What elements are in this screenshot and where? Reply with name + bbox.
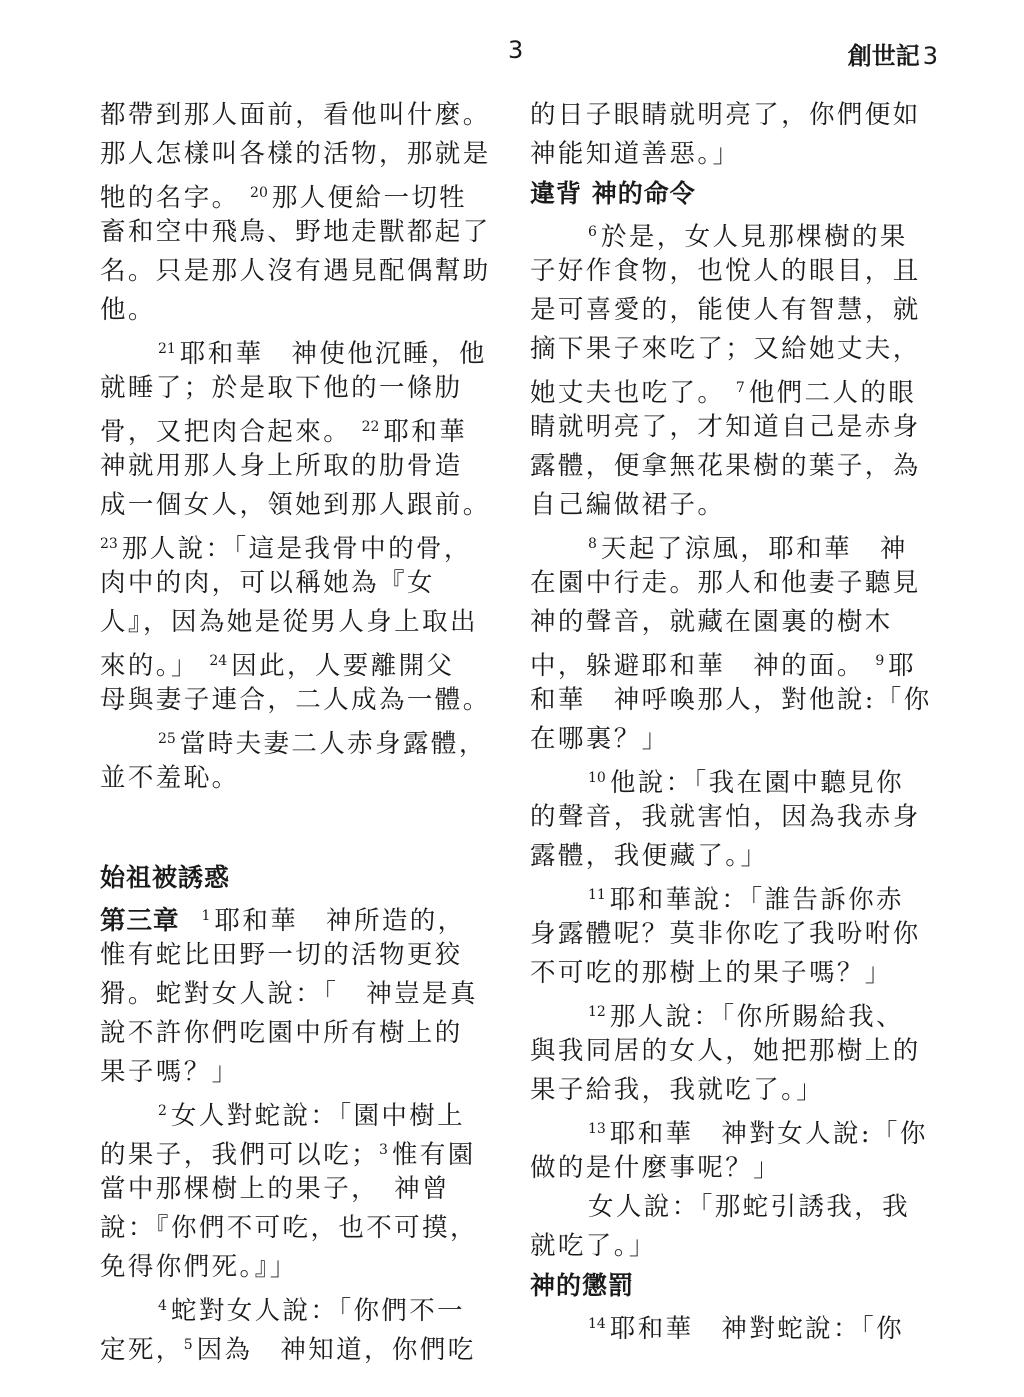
- verse-number: 10: [588, 770, 606, 786]
- verse-number: 25: [158, 731, 176, 747]
- verse-number: 4: [158, 1298, 167, 1314]
- section-heading: 違背 神的命令: [530, 179, 696, 208]
- text-line: 那人怎樣叫各樣的活物，那就是: [100, 139, 491, 169]
- verse-number: 22: [361, 419, 380, 435]
- verse-number: 12: [588, 1004, 606, 1020]
- text-line: 惟有蛇比田野一切的活物更狡: [100, 940, 463, 970]
- text-line: 成一個女人，領她到那人跟前。: [100, 490, 491, 520]
- verse-number: 7: [735, 380, 745, 396]
- text-line: 免得你們死。』」: [100, 1252, 298, 1282]
- text-line: $^{25}$ 當時夫妻二人赤身露體，: [158, 729, 487, 759]
- verse-number: 6: [588, 224, 597, 240]
- text-line: 牠的名字。 $^{20}$ 那人便給一切牲: [100, 183, 468, 213]
- section-heading: 始祖被誘惑: [100, 863, 231, 892]
- text-line: 中，躲避耶和華 神的面。 $^9$ 耶: [530, 651, 917, 681]
- left-column: [100, 96, 506, 1365]
- text-line: 來的。」 $^{24}$ 因此，人要離開父: [100, 651, 455, 681]
- text-line: $^{11}$ 耶和華說：「誰告訴你赤: [588, 885, 904, 915]
- text-line: 的果子，我們可以吃；$^3$ 惟有園: [100, 1140, 476, 1170]
- verse-number: 20: [250, 185, 268, 201]
- verse-number: 13: [588, 1121, 606, 1137]
- text-line: 的聲音，我就害怕，因為我赤身: [530, 802, 921, 832]
- verse-number: 11: [588, 887, 606, 903]
- text-line: $^{12}$ 那人說：「你所賜給我、: [588, 1002, 904, 1032]
- text-line: $^{21}$ 耶和華 神使他沉睡，他: [158, 339, 487, 369]
- text-line: 說不許你們吃園中所有樹上的: [100, 1018, 463, 1048]
- text-line: 當中那棵樹上的果子， 神曾: [100, 1174, 450, 1204]
- text-line: 子好作食物，也悅人的眼目，且: [530, 256, 921, 286]
- text-line: 露體，我便藏了。」: [530, 841, 769, 871]
- text-line: 就睡了；於是取下他的一條肋: [100, 373, 463, 403]
- text-line: 就吃了。」: [530, 1231, 657, 1261]
- text-line: $^8$ 天起了涼風，耶和華 神: [588, 534, 908, 564]
- text-line: 定死，$^5$ 因為 神知道，你們吃: [100, 1335, 476, 1365]
- text-line: 女人說：「那蛇引誘我，我: [588, 1192, 911, 1222]
- text-line: $^{10}$ 他說：「我在園中聽見你: [588, 768, 904, 798]
- verse-number: 21: [158, 341, 176, 357]
- verse-number: 9: [875, 653, 885, 669]
- text-line: 第三章 $^1$ 耶和華 神所造的，: [100, 906, 466, 936]
- text-line: $^{13}$ 耶和華 神對女人說:「你: [588, 1119, 928, 1149]
- text-line: 是可喜愛的，能使人有智慧，就: [530, 295, 921, 325]
- text-line: $^{23}$ 那人說：「這是我骨中的骨，: [100, 534, 472, 564]
- verse-number: 14: [588, 1316, 606, 1332]
- text-line: 在園中行走。那人和他妻子聽見: [530, 568, 921, 598]
- text-line: $^4$ 蛇對女人說：「你們不一: [158, 1296, 466, 1326]
- text-line: 睛就明亮了，才知道自己是赤身: [530, 412, 921, 442]
- section-heading: 神的懲罰: [530, 1271, 635, 1300]
- text-line: 和華 神呼喚那人，對他說:「你: [530, 685, 932, 715]
- verse-number: 5: [183, 1337, 193, 1353]
- verse-number: 23: [100, 536, 118, 552]
- text-line: 肉中的肉，可以稱她為『女: [100, 568, 435, 598]
- text-line: 果子嗎？」: [100, 1057, 240, 1087]
- text-line: 摘下果子來吃了；又給她丈夫，: [530, 334, 921, 364]
- text-line: $^2$ 女人對蛇說：「園中樹上: [158, 1101, 466, 1131]
- verse-number: 1: [201, 908, 211, 924]
- right-column: [530, 96, 936, 1344]
- text-line: 自己編做裙子。: [530, 490, 726, 520]
- text-line: 神就用那人身上所取的肋骨造: [100, 451, 463, 481]
- text-line: 名。只是那人沒有遇見配偶幫助: [100, 256, 491, 286]
- text-line: 猾。蛇對女人說：「 神豈是真: [100, 979, 478, 1009]
- verse-number: 24: [209, 653, 228, 669]
- text-line: 母與妻子連合，二人成為一體。: [100, 685, 491, 715]
- verse-number: 3: [379, 1142, 388, 1158]
- page-number: 3: [508, 36, 524, 64]
- text-line: 做的是什麼事呢？」: [530, 1153, 782, 1183]
- text-line: 人』，因為她是從男人身上取出: [100, 607, 478, 637]
- text-line: $^{14}$ 耶和華 神對蛇說：「你: [588, 1314, 904, 1344]
- chapter-label: 第三章: [100, 906, 180, 936]
- text-line: 並不羞恥。: [100, 763, 240, 793]
- text-line: 身露體呢？莫非你吃了我吩咐你: [530, 919, 921, 949]
- text-line: 與我同居的女人，她把那樹上的: [530, 1036, 921, 1066]
- text-line: $^6$ 於是，女人見那棵樹的果: [588, 222, 908, 252]
- text-line: 她丈夫也吃了。 $^7$ 他們二人的眼: [530, 378, 917, 408]
- text-line: 畜和空中飛鳥、野地走獸都起了: [100, 217, 491, 247]
- chapter-number: 3: [922, 42, 938, 70]
- section-gap: [100, 798, 506, 858]
- book-title: 創世記: [847, 42, 920, 70]
- text-line: 在哪裏？」: [530, 724, 670, 754]
- text-line: 骨，又把肉合起來。 $^{22}$ 耶和華: [100, 417, 468, 447]
- verse-number: 2: [158, 1103, 167, 1119]
- text-line: 神能知道善惡。」: [530, 139, 741, 169]
- text-line: 他。: [100, 295, 156, 325]
- text-line: 說：『你們不可吃，也不可摸，: [100, 1213, 478, 1243]
- verse-number: 8: [588, 536, 597, 552]
- text-line: 果子給我，我就吃了。」: [530, 1075, 825, 1105]
- text-line: 的日子眼睛就明亮了，你們便如: [530, 100, 921, 130]
- text-line: 都帶到那人面前，看他叫什麼。: [100, 100, 491, 130]
- text-line: 不可吃的那樹上的果子嗎？」: [530, 958, 893, 988]
- text-line: 神的聲音，就藏在園裏的樹木: [530, 607, 893, 637]
- text-line: 露體，便拿無花果樹的葉子，為: [530, 451, 921, 481]
- running-header: [848, 36, 938, 71]
